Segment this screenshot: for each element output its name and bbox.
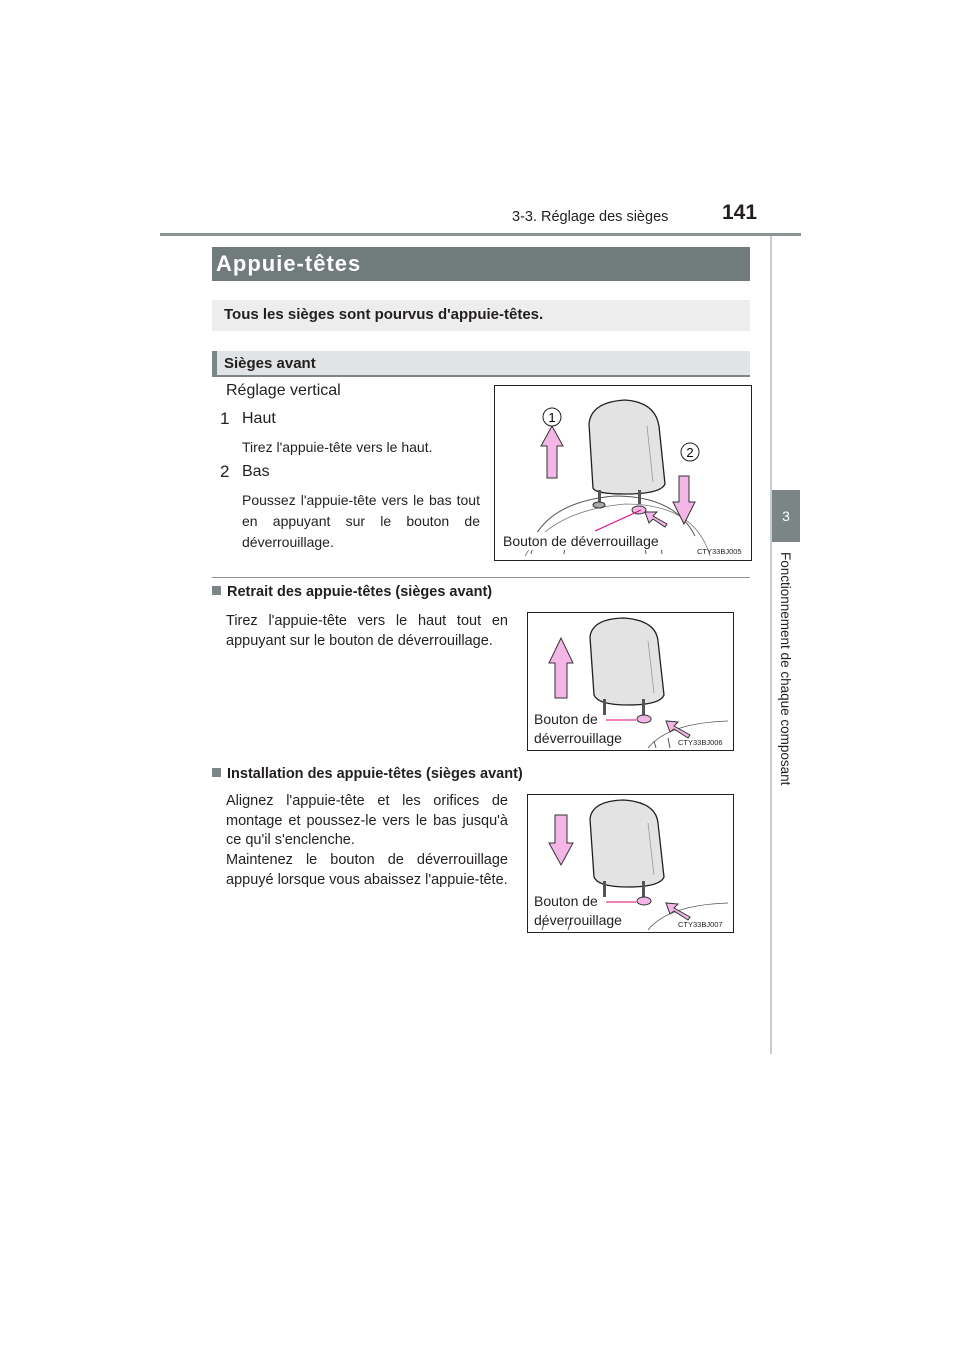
subsection-title: Sièges avant: [224, 355, 316, 372]
installation-heading: [212, 766, 523, 782]
section-divider: [212, 577, 750, 578]
section-breadcrumb: 3-3. Réglage des sièges: [512, 209, 669, 225]
page-title: Appuie-têtes: [216, 251, 362, 276]
chapter-number: 3: [782, 508, 790, 524]
headrest-removal-illustration: [528, 613, 733, 750]
bullet-square-icon: [212, 586, 221, 595]
figure-headrest-removal: [527, 612, 734, 751]
step-label-1: Haut: [242, 410, 276, 427]
side-rule: [770, 236, 772, 1054]
release-button-label: Bouton de déverrouillage: [503, 533, 659, 549]
figure-headrest-installation: [527, 794, 734, 933]
chapter-title-vertical: [779, 552, 793, 812]
figure-code: CTY33BJ005: [697, 547, 742, 556]
bullet-square-icon: [212, 768, 221, 777]
step-number-1: 1: [220, 409, 230, 428]
page-number: 141: [722, 201, 758, 224]
figure-headrest-adjust: [494, 385, 752, 561]
step-number-2: 2: [220, 462, 230, 481]
subsection-accent: [212, 351, 217, 377]
callout-1: 1: [548, 410, 556, 425]
release-button-label-line1: Bouton de: [534, 711, 598, 727]
installation-heading-text: Installation des appuie-têtes (sièges avant): [227, 766, 523, 782]
header-rule: [160, 233, 801, 236]
figure-code: CTY33BJ006: [678, 738, 723, 747]
removal-text: Tirez l'appuie-tête vers le haut tout en appuyant sur le bouton de déverrouillage.: [226, 613, 508, 649]
release-button-label-line1: Bouton de: [534, 893, 598, 909]
release-button-label-line2: déverrouillage: [534, 912, 622, 928]
chapter-title: Fonctionnement de chaque composant: [778, 552, 793, 786]
step-label-2: Bas: [242, 463, 270, 480]
vertical-heading: Réglage vertical: [226, 382, 341, 399]
step-text-2: Poussez l'appuie-tête vers le bas tout en appuyant sur le bouton de déverrouillage.: [242, 492, 480, 550]
callout-2: 2: [686, 445, 694, 460]
figure-code: CTY33BJ007: [678, 920, 723, 929]
headrest-adjust-illustration: [495, 386, 751, 560]
step-text-1: Tirez l'appuie-tête vers le haut.: [242, 439, 433, 455]
release-button-label-line2: déverrouillage: [534, 730, 622, 746]
removal-heading: [212, 584, 492, 600]
intro-text: Tous les sièges sont pourvus d'appuie-têtes.: [224, 306, 544, 323]
headrest-installation-illustration: [528, 795, 733, 932]
installation-text-2: Maintenez le bouton de déverrouillage appuyé lorsque vous abaissez l'appuie-tête.: [226, 852, 508, 888]
installation-text-1: Alignez l'appuie-tête et les orifices de montage et poussez-le vers le bas jusqu'à ce qu'il s'enclenche.: [226, 793, 508, 848]
removal-heading-text: Retrait des appuie-têtes (sièges avant): [227, 584, 493, 600]
